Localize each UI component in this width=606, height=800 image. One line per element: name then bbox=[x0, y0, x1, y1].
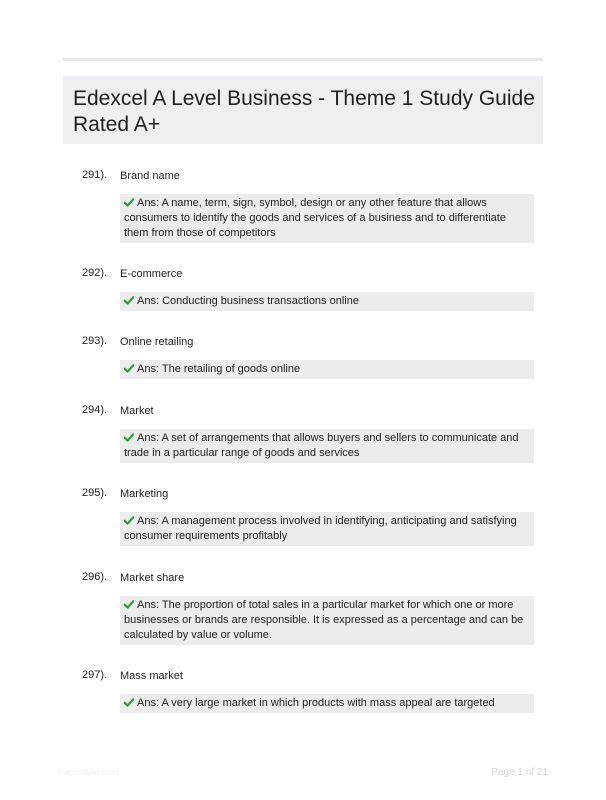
answer-text: Ans: Conducting business transactions online bbox=[137, 295, 359, 307]
answer-text: Ans: The retailing of goods online bbox=[137, 363, 301, 375]
answer-text: Ans: A name, term, sign, symbol, design or any other feature that allows consumers to identify the goods and services of a business and to differentiate them from those of competitors bbox=[124, 197, 506, 239]
answer-box bbox=[120, 596, 534, 645]
answer-box bbox=[120, 292, 534, 311]
page-number: Page 1 of 21 bbox=[491, 767, 548, 778]
checkmark-icon bbox=[124, 198, 134, 207]
checkmark-icon bbox=[124, 364, 134, 373]
top-divider bbox=[63, 58, 543, 61]
question-term: Brand name bbox=[120, 170, 180, 182]
checkmark-icon bbox=[124, 698, 134, 707]
checkmark-icon bbox=[124, 516, 134, 525]
question-number: 297). bbox=[82, 669, 108, 681]
question-term: Market bbox=[120, 405, 154, 417]
question-term: Mass market bbox=[120, 670, 183, 682]
footer-site-watermark: PaperWiki.com bbox=[58, 767, 119, 777]
answer-text: Ans: A set of arrangements that allows buyers and sellers to communicate and trade in a particular range of goods and services bbox=[124, 432, 519, 459]
answer-text: Ans: The proportion of total sales in a particular market for which one or more businesses or brands are responsible. It is expressed as a percentage and can be calculated by value or volume. bbox=[124, 599, 524, 641]
question-number: 296). bbox=[82, 571, 108, 583]
question-term: Marketing bbox=[120, 488, 169, 500]
checkmark-icon bbox=[124, 296, 134, 305]
question-number: 291). bbox=[82, 169, 108, 181]
answer-text: Ans: A management process involved in identifying, anticipating and satisfying consumer requirements profitably bbox=[124, 515, 517, 542]
question-number: 293). bbox=[82, 335, 108, 347]
answer-box bbox=[120, 194, 534, 243]
page-title: Edexcel A Level Business - Theme 1 Study Guide Rated A+ bbox=[73, 87, 535, 136]
answer-box bbox=[120, 694, 534, 713]
answer-box bbox=[120, 360, 534, 379]
checkmark-icon bbox=[124, 600, 134, 609]
question-number: 292). bbox=[82, 267, 108, 279]
checkmark-icon bbox=[124, 433, 134, 442]
question-number: 295). bbox=[82, 487, 108, 499]
answer-box bbox=[120, 429, 534, 463]
answer-text: Ans: A very large market in which products with mass appeal are targeted bbox=[137, 697, 495, 709]
question-term: Online retailing bbox=[120, 336, 194, 348]
question-term: Market share bbox=[120, 572, 185, 584]
question-term: E-commerce bbox=[120, 268, 183, 280]
title-banner bbox=[63, 76, 543, 144]
question-number: 294). bbox=[82, 404, 108, 416]
answer-box bbox=[120, 512, 534, 546]
